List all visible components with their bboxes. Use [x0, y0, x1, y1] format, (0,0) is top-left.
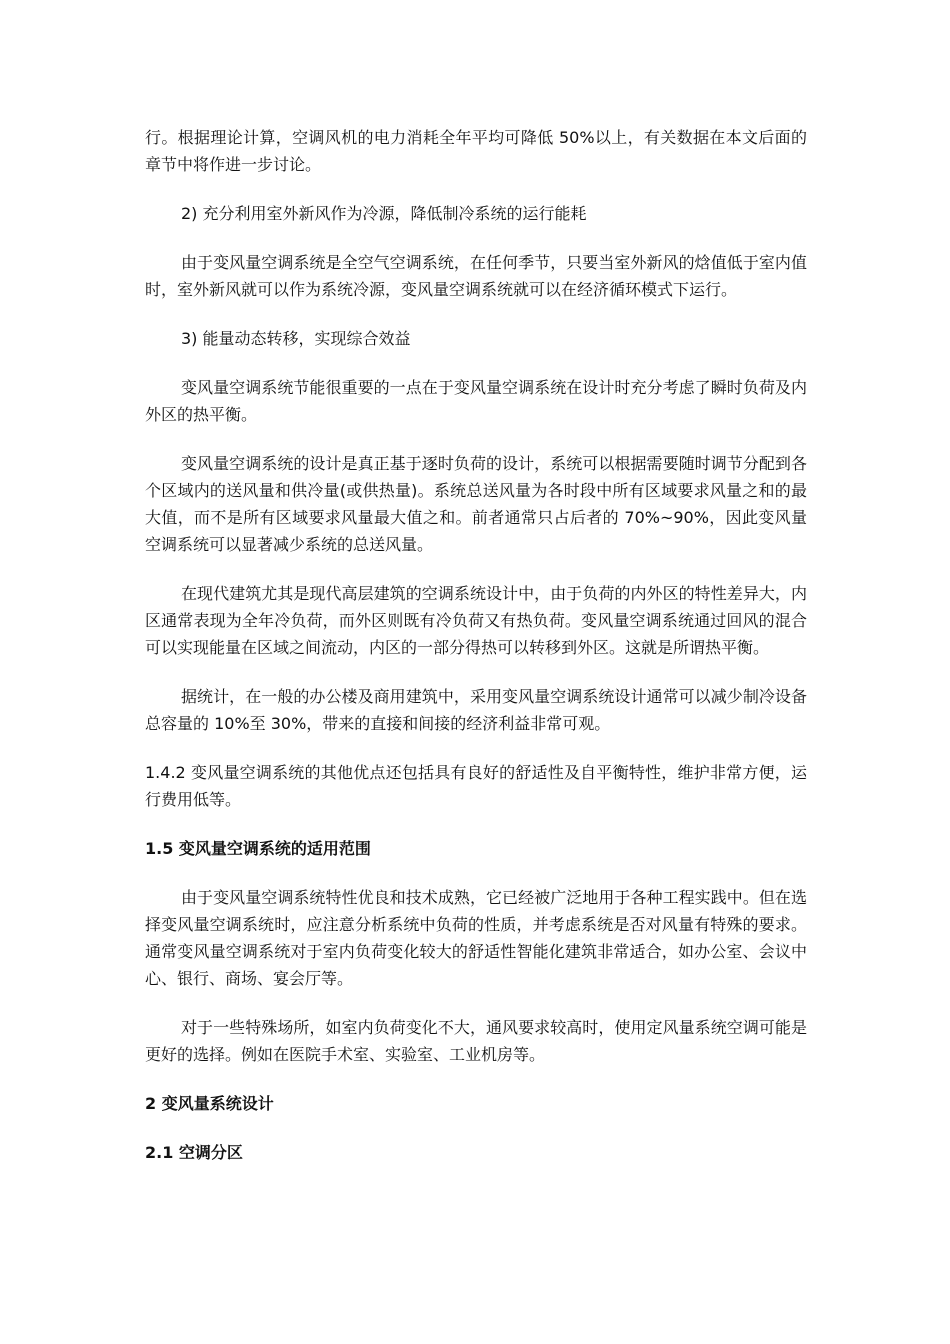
paragraph-load-design: 变风量空调系统的设计是真正基于逐时负荷的设计，系统可以根据需要随时调节分配到各个区域内的送风量和供冷量(或供热量)。系统总送风量为各时段中所有区域要求风量之和的最大值，而不是所有区域要求风量最大值之和。前者通常只占后者的 70%~90%，因此变风量空调系统可以显著减少系统的总送风量。 [145, 454, 807, 554]
section-heading-2: 2 变风量系统设计 [145, 1094, 274, 1113]
paragraph-special-places: 对于一些特殊场所，如室内负荷变化不大，通风要求较高时，使用定风量系统空调可能是更好的选择。例如在医院手术室、实验室、工业机房等。 [145, 1018, 807, 1064]
paragraph-fresh-air-detail: 由于变风量空调系统是全空气空调系统，在任何季节，只要当室外新风的焓值低于室内值时，室外新风就可以作为系统冷源，变风量空调系统就可以在经济循环模式下运行。 [145, 253, 807, 299]
paragraph-energy-saving: 变风量空调系统节能很重要的一点在于变风量空调系统在设计时充分考虑了瞬时负荷及内外区的热平衡。 [145, 378, 807, 424]
paragraph-statistics: 据统计，在一般的办公楼及商用建筑中，采用变风量空调系统设计通常可以减少制冷设备总容量的 10%至 30%，带来的直接和间接的经济利益非常可观。 [145, 687, 807, 733]
document-body [145, 124, 807, 1188]
paragraph-heat-balance: 在现代建筑尤其是现代高层建筑的空调系统设计中，由于负荷的内外区的特性差异大，内区通常表现为全年冷负荷，而外区则既有冷负荷又有热负荷。变风量空调系统通过回风的混合可以实现能量在区域之间流动，内区的一部分得热可以转移到外区。这就是所谓热平衡。 [145, 584, 807, 657]
section-heading-1-5: 1.5 变风量空调系统的适用范围 [145, 839, 371, 858]
section-heading-2-1: 2.1 空调分区 [145, 1143, 243, 1162]
section-1-4-2: 1.4.2 变风量空调系统的其他优点还包括具有良好的舒适性及自平衡特性，维护非常方便，运行费用低等。 [145, 763, 807, 809]
list-item-energy-transfer: 3) 能量动态转移，实现综合效益 [181, 329, 411, 348]
paragraph-application-range: 由于变风量空调系统特性优良和技术成熟，它已经被广泛地用于各种工程实践中。但在选择变风量空调系统时，应注意分析系统中负荷的性质，并考虑系统是否对风量有特殊的要求。通常变风量空调系统对于室内负荷变化较大的舒适性智能化建筑非常适合，如办公室、会议中心、银行、商场、宴会厅等。 [145, 888, 807, 988]
list-item-fresh-air: 2) 充分利用室外新风作为冷源，降低制冷系统的运行能耗 [181, 204, 587, 223]
paragraph-continuation: 行。根据理论计算，空调风机的电力消耗全年平均可降低 50%以上，有关数据在本文后面的章节中将作进一步讨论。 [145, 128, 807, 174]
